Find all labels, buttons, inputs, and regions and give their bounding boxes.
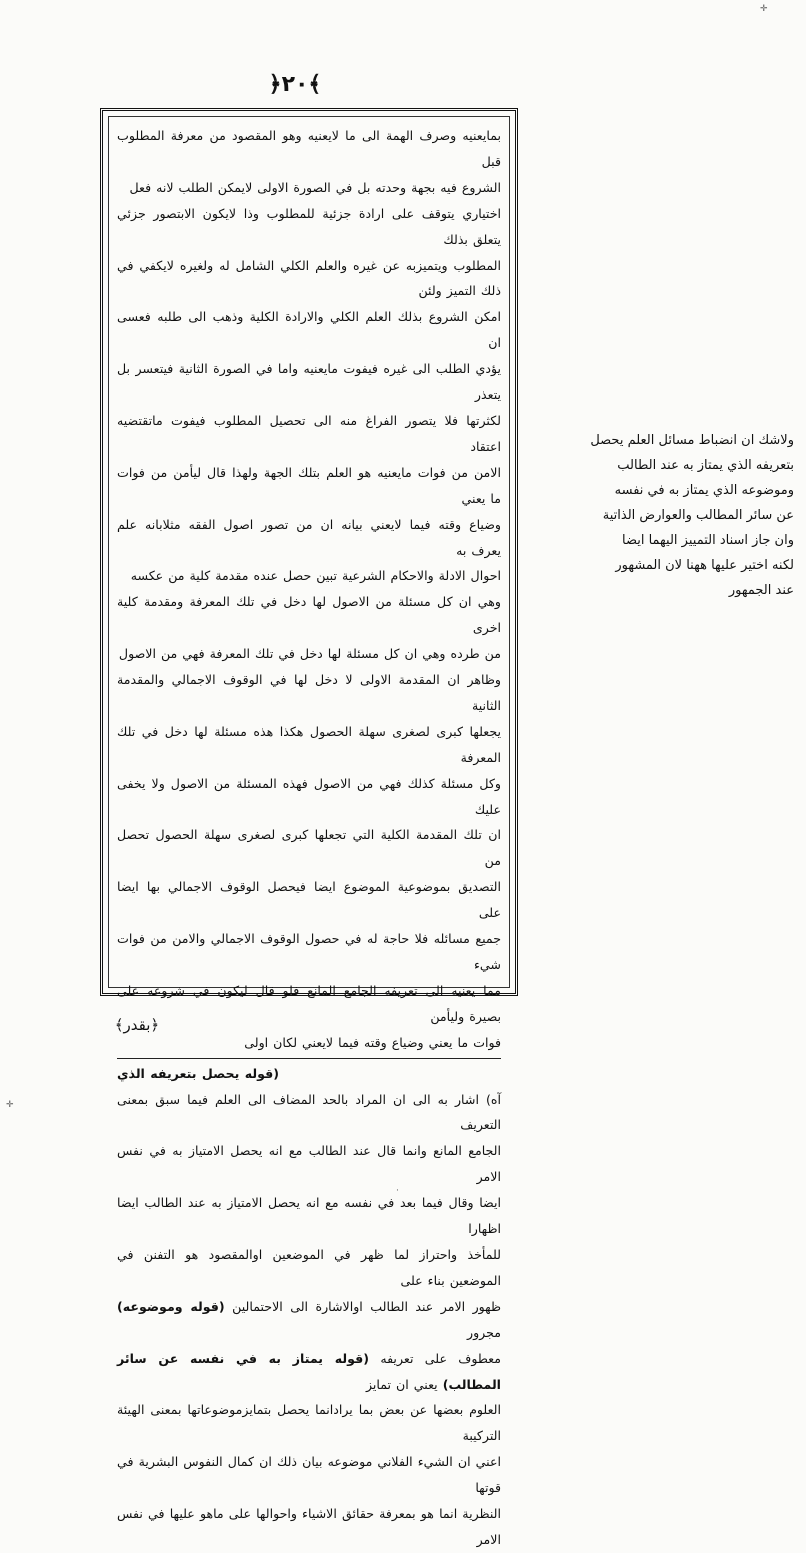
main-line: التصديق بموضوعية الموضوع ايضا فيحصل الوقوف الاجمالي بها ايضا على — [117, 879, 501, 921]
main-line: احوال الادلة والاحكام الشرعية تبين حصل عنده مقدمة كلية من عكسه — [130, 568, 501, 584]
commentary-line: للمأخذ واحتراز لما ظهر في الموضعين اوالمقصود هو التفنن في الموضعين بناء على — [117, 1246, 501, 1288]
main-text-block — [109, 117, 509, 1553]
main-line-text: فوات ما يعني وضياع وقته فيما لايعني لكان اولى — [244, 1034, 501, 1050]
edge-speck: ✛ — [6, 1100, 14, 1110]
main-line: مما يعنيه الى تعريفه الجامع المانع فلو قال ليكون في شروعه على بصيرة وليأمن — [117, 982, 501, 1024]
commentary-quote: (قوله وموضوعه) — [117, 1298, 225, 1314]
commentary-quote: (قوله يحصل بتعريفه الذي — [117, 1065, 279, 1081]
commentary-separator — [117, 1058, 501, 1059]
marginal-line: بتعريفه الذي يمتاز به عند الطالب — [617, 458, 794, 473]
marginal-line: عن سائر المطالب والعوارض الذاتية — [602, 508, 794, 523]
main-line: جميع مسائله فلا حاجة له في حصول الوقوف الاجمالي والامن من فوات شيء — [117, 931, 501, 972]
commentary-line-quote — [117, 1061, 501, 1087]
marginal-note — [524, 428, 794, 603]
commentary-text: مجرور — [467, 1324, 501, 1340]
main-line: وهي ان كل مسئلة من الاصول لها دخل في تلك المعرفة ومقدمة كلية اخرى — [117, 594, 501, 636]
marginal-line: وان جاز اسناد التمييز اليهما ايضا — [621, 533, 794, 548]
commentary-quote: (قوله يمتاز به في نفسه عن سائر المطالب) — [117, 1350, 501, 1392]
commentary-text: ظهور الامر عند الطالب اوالاشارة الى الاحتمالين — [232, 1298, 502, 1314]
page-number: ﴿٢٠﴾ — [268, 72, 322, 97]
commentary-line: اعني ان الشيء الفلاني موضوعه بيان ذلك ان كمال النفوس البشرية في قوتها — [117, 1454, 501, 1496]
commentary-text: يعني ان تمايز — [365, 1376, 438, 1392]
marginal-line: لكنه اختير عليها ههنا لان المشهور — [615, 558, 794, 573]
main-line: ان تلك المقدمة الكلية التي تجعلها كبرى لصغرى سهلة الحصول تحصل من — [117, 827, 501, 869]
main-line: من طرده وهي ان كل مسئلة لها دخل في تلك المعرفة فهي من الاصول — [118, 646, 501, 662]
commentary-text: معطوف على تعريفه — [380, 1350, 502, 1366]
edge-speck: ✛ — [760, 4, 768, 14]
main-line: امكن الشروع بذلك العلم الكلي والارادة الكلية وذهب الى طلبه فعسى ان — [117, 309, 501, 351]
marginal-line: ولاشك ان انضباط مسائل العلم يحصل — [590, 433, 794, 448]
main-line: يؤدي الطلب الى غيره فيفوت مايعنيه واما في الصورة الثانية فيتعسر بل يتعذر — [117, 361, 501, 403]
commentary-line: النظرية انما هو بمعرفة حقائق الاشياء واحوالها على ماهو عليها في نفس الامر — [117, 1506, 501, 1547]
main-line: وكل مسئلة كذلك فهي من الاصول فهذه المسئلة من الاصول ولا يخفى عليك — [117, 775, 501, 817]
commentary-line — [117, 1346, 501, 1398]
commentary-line — [117, 1294, 501, 1346]
main-line: وضياع وقته فيما لايعني بيانه ان من تصور اصول الفقه مثلابانه علم يعرف به — [117, 516, 501, 558]
marginal-line: وموضوعه الذي يمتاز به في نفسه — [614, 483, 794, 498]
main-line: يجعلها كبرى لصغرى سهلة الحصول هكذا هذه مسئلة لها دخل في تلك المعرفة — [117, 723, 501, 765]
catchword: ﴿بقدر﴾ — [114, 1016, 160, 1034]
marginal-line: عند الجمهور — [728, 583, 794, 598]
commentary-line: الجامع المانع وانما قال عند الطالب مع انه يحصل الامتياز به في نفس الامر — [117, 1143, 501, 1185]
main-line: اختياري يتوقف على ارادة جزئية للمطلوب وذا لايكون الابتصور جزئي يتعلق بذلك — [117, 205, 501, 247]
main-line: لكثرتها فلا يتصور الفراغ منه الى تحصيل المطلوب فيفوت ماتقتضيه اعتقاد — [117, 412, 501, 454]
main-line: بمايعنيه وصرف الهمة الى ما لايعنيه وهو المقصود من معرفة المطلوب قبل — [117, 128, 501, 169]
main-line: الامن من فوات مايعنيه هو العلم بتلك الجهة ولهذا قال ليأمن من فوات ما يعني — [117, 464, 501, 506]
main-line: المطلوب ويتميزبه عن غيره والعلم الكلي الشامل له ولغيره لايكفي في ذلك التميز ولئن — [117, 257, 501, 299]
commentary-line: آه) اشار به الى ان المراد بالحد المضاف الى العلم فيما سبق بمعنى التعريف — [117, 1091, 501, 1133]
main-line: الشروع فيه بجهة وحدته بل في الصورة الاولى لايمكن الطلب لانه فعل — [129, 179, 501, 195]
main-line: وظاهر ان المقدمة الاولى لا دخل لها في الوقوف الاجمالي والمقدمة الثانية — [117, 672, 501, 713]
commentary-line: العلوم بعضها عن بعض بما يرادانما يحصل بتمايزموضوعاتها بمعنى الهيئة التركيبة — [117, 1402, 501, 1444]
commentary-line: ايضا وقال فيما بعد في نفسه مع انه يحصل الامتياز به عند الطالب ايضا اظهارا — [117, 1195, 501, 1237]
edge-speck: · — [396, 1186, 399, 1196]
